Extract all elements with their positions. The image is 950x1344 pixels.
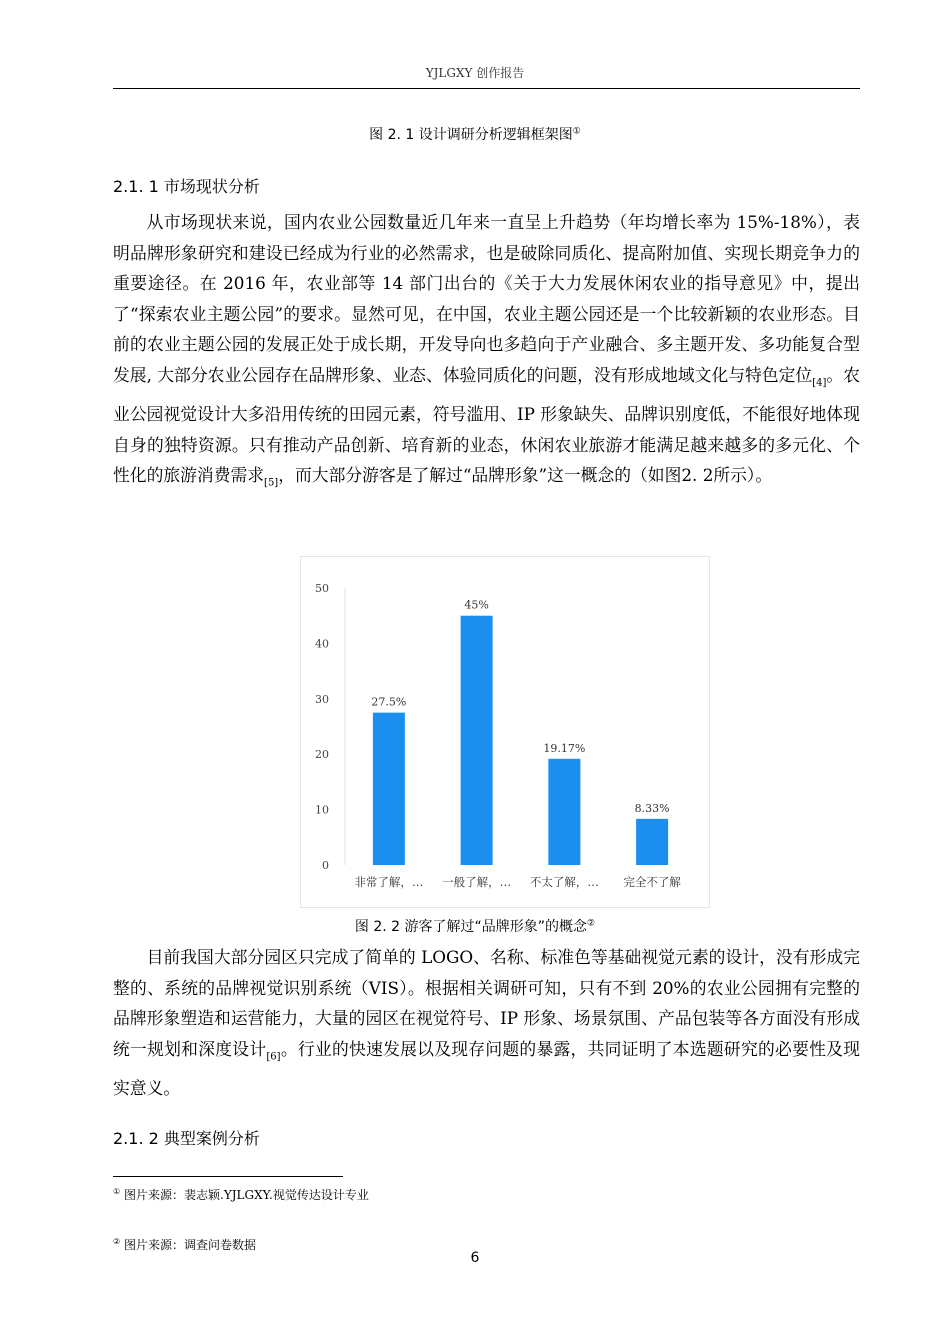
bar-chart xyxy=(301,557,709,907)
bar-chart-container xyxy=(300,556,710,908)
bar xyxy=(548,759,580,865)
x-tick-label: 非常了解，… xyxy=(354,875,424,889)
x-tick-label: 完全不了解 xyxy=(623,875,681,889)
paragraph-1-part-a: 从市场现状来说，国内农业公园数量近几年来一直呈上升趋势（年均增长率为 15%-18%），表明品牌形象研究和建设已经成为行业的必然需求，也是破除同质化、提高附加值、实现长期竞争力的重要途径。在 2016 年，农业部等 14 部门出台的《关于大力发展休闲农业的指导意见》中，提出了“探索农业主题公园”的要求。显然可见，在中国，农业主题公园还是一个比较新颖的农业形态。目前的农业主题公园的发展正处于成长期，开发导向也多趋向于产业融合、多主题开发、多功能复合型发展, 大部分农业公园存在品牌形象、业态、体验同质化的问题，没有形成地域文化与特色定位 xyxy=(113,212,860,385)
y-tick-label: 30 xyxy=(315,692,329,706)
bar xyxy=(636,819,668,865)
paragraph-1-part-c: ，而大部分游客是了解过“品牌形象”这一概念的（如图2. 2所示）。 xyxy=(278,465,773,486)
footnote-1-text: 图片来源：裴志颖.YJLGXY.视觉传达设计专业 xyxy=(124,1188,369,1202)
figure-2-2-caption xyxy=(0,916,950,936)
figure-2-1-caption xyxy=(0,124,950,144)
data-label: 8.33% xyxy=(634,801,670,815)
running-header: YJLGXY 创作报告 xyxy=(425,66,525,80)
section-2-1-2-title: 2.1. 2 典型案例分析 xyxy=(113,1129,260,1148)
figure-2-1-footnote-mark: ① xyxy=(572,126,581,137)
paragraph-market-status xyxy=(113,207,860,499)
citation-4: [4] xyxy=(812,377,827,389)
paragraph-1-part-b: 。农业公园视觉设计大多沿用传统的田园元素，符号滥用、IP 形象缺失、品牌识别度低，不能很好地体现自身的独特资源。只有推动产品创新、培育新的业态，休闲农业旅游才能满足越来越多的多元化、个性化的旅游消费需求 xyxy=(113,364,860,486)
x-tick-label: 一般了解，… xyxy=(442,875,512,889)
data-label: 45% xyxy=(464,598,489,612)
paragraph-brand-system xyxy=(113,942,860,1103)
footnote-rule xyxy=(113,1176,343,1177)
footnote-2-text: 图片来源：调查问卷数据 xyxy=(124,1238,257,1252)
footnote-1-mark: ① xyxy=(113,1187,121,1196)
section-2-1-1-title: 2.1. 1 市场现状分析 xyxy=(113,177,260,196)
x-tick-label: 不太了解，… xyxy=(529,875,599,889)
y-tick-label: 50 xyxy=(315,582,329,595)
paragraph-2-part-b: 。行业的快速发展以及现存问题的暴露，共同证明了本选题研究的必要性及现实意义。 xyxy=(113,1038,860,1098)
bar xyxy=(373,713,405,865)
figure-2-2-caption-text: 图 2. 2 游客了解过“品牌形象”的概念 xyxy=(354,919,588,935)
header-rule xyxy=(113,88,860,89)
y-tick-label: 40 xyxy=(315,637,329,651)
footnote-1 xyxy=(113,1186,369,1203)
citation-5: [5] xyxy=(264,477,279,489)
paragraph-2-part-a: 目前我国大部分园区只完成了简单的 LOGO、名称、标准色等基础视觉元素的设计，没有形成完整的、系统的品牌视觉识别系统（VIS）。根据相关调研可知，只有不到 20%的农业公园拥有完整的品牌形象塑造和运营能力，大量的园区在视觉符号、IP 形象、场景氛围、产品包装等各方面没有形成统一规划和深度设计 xyxy=(113,947,860,1059)
figure-2-2-footnote-mark: ② xyxy=(587,918,596,929)
page-number: 6 xyxy=(470,1250,480,1266)
bar xyxy=(461,616,493,865)
data-label: 27.5% xyxy=(371,695,407,709)
y-tick-label: 0 xyxy=(322,859,329,872)
citation-6: [6] xyxy=(266,1051,281,1063)
figure-2-1-caption-text: 图 2. 1 设计调研分析逻辑框架图 xyxy=(369,127,573,143)
footnote-2-mark: ② xyxy=(113,1237,121,1246)
data-label: 19.17% xyxy=(543,741,586,755)
y-tick-label: 20 xyxy=(315,748,329,762)
y-tick-label: 10 xyxy=(315,803,329,817)
